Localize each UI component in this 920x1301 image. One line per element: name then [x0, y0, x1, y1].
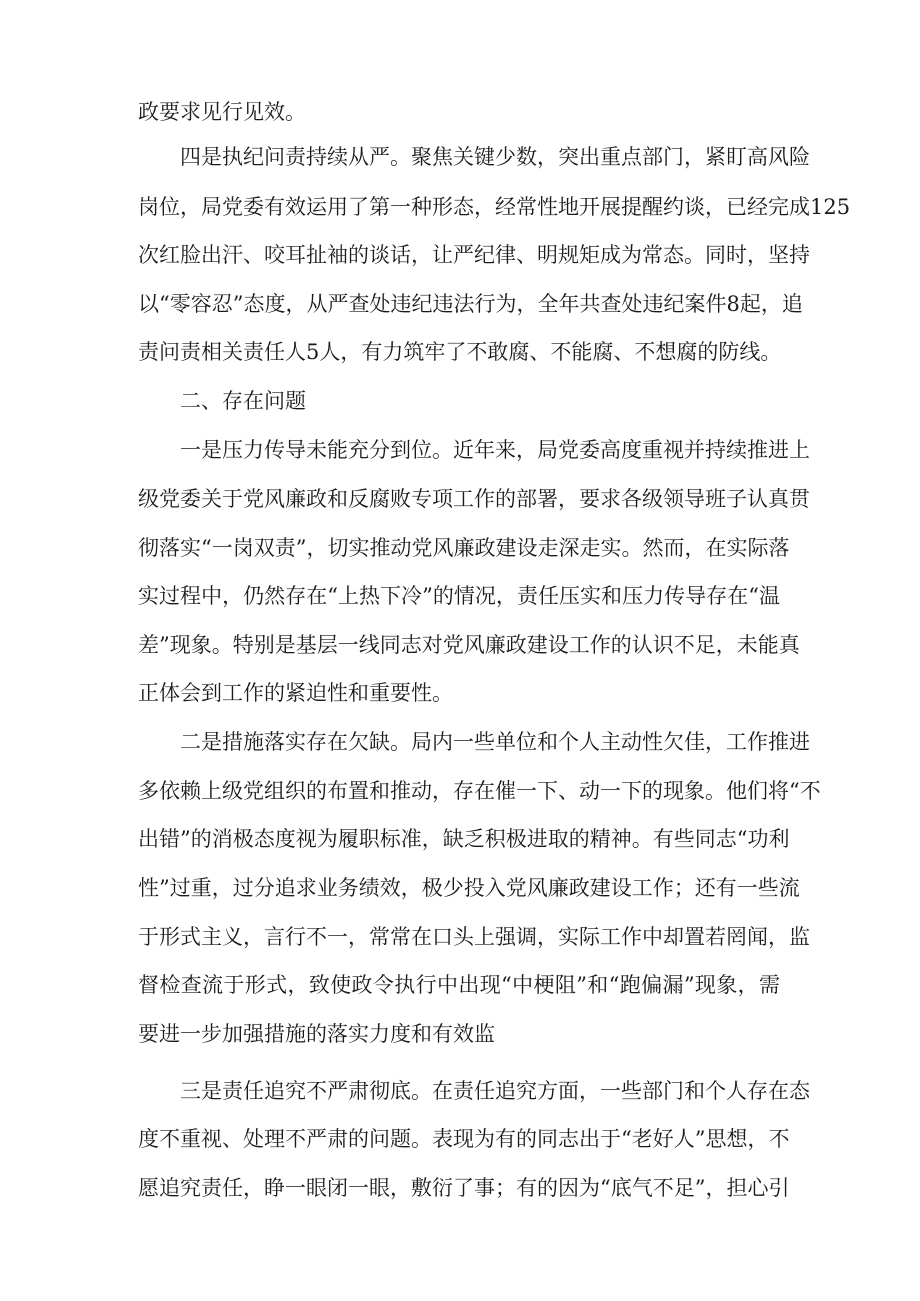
paragraph-first-line: 一是压力传导未能充分到位。近年来，局党委高度重视并持续推进上	[180, 438, 810, 462]
text-line: 级党委关于党风廉政和反腐败专项工作的部署，要求各级领导班子认真贯	[138, 487, 810, 511]
text-line: 性”过重，过分追求业务绩效，极少投入党风廉政建设工作；还有一些流	[138, 876, 800, 900]
text-line: 度不重视、处理不严肃的问题。表现为有的同志出于“老好人”思想，不	[138, 1127, 790, 1151]
text-line: 于形式主义，言行不一，常常在口头上强调，实际工作中却置若罔闻，监	[138, 925, 810, 949]
paragraph-first-line: 三是责任追究不严肃彻底。在责任追究方面，一些部门和个人存在态	[180, 1079, 810, 1103]
text-line: 实过程中，仍然存在“上热下冷”的情况，责任压实和压力传导存在“温	[138, 584, 780, 608]
text-line: 次红脸出汗、咬耳扯袖的谈话，让严纪律、明规矩成为常态。同时，坚持	[138, 243, 810, 267]
text-line: 愿追究责任，睁一眼闭一眼，敷衍了事；有的因为“底气不足”，担心引	[138, 1176, 790, 1200]
text-line: 彻落实“一岗双责”，切实推动党风廉政建设走深走实。然而，在实际落	[138, 536, 790, 560]
text-line: 责问责相关责任人5人，有力筑牢了不敢腐、不能腐、不想腐的防线。	[138, 340, 782, 364]
text-line: 差”现象。特别是基层一线同志对党风廉政建设工作的认识不足，未能真	[138, 633, 800, 657]
text-line: 出错”的消极态度视为履职标准，缺乏积极进取的精神。有些同志“功利	[138, 827, 790, 851]
text-line: 多依赖上级党组织的布置和推动，存在催一下、动一下的现象。他们将“不	[138, 779, 821, 803]
text-line: 以“零容忍”态度，从严查处违纪违法行为，全年共查处违纪案件8起，追	[138, 292, 803, 316]
section-heading: 二、存在问题	[180, 389, 306, 413]
text-line: 政要求见行见效。	[138, 100, 306, 124]
text-line: 岗位，局党委有效运用了第一种形态，经常性地开展提醒约谈，已经完成125	[138, 195, 851, 219]
text-line: 正体会到工作的紧迫性和重要性。	[138, 681, 453, 705]
text-line: 督检查流于形式，致使政令执行中出现“中梗阻”和“跑偏漏”现象，需	[138, 973, 780, 997]
text-line: 要进一步加强措施的落实力度和有效监	[138, 1022, 495, 1046]
paragraph-first-line: 二是措施落实存在欠缺。局内一些单位和个人主动性欠佳，工作推进	[180, 730, 810, 754]
paragraph-first-line: 四是执纪问责持续从严。聚焦关键少数，突出重点部门，紧盯高风险	[180, 145, 810, 169]
